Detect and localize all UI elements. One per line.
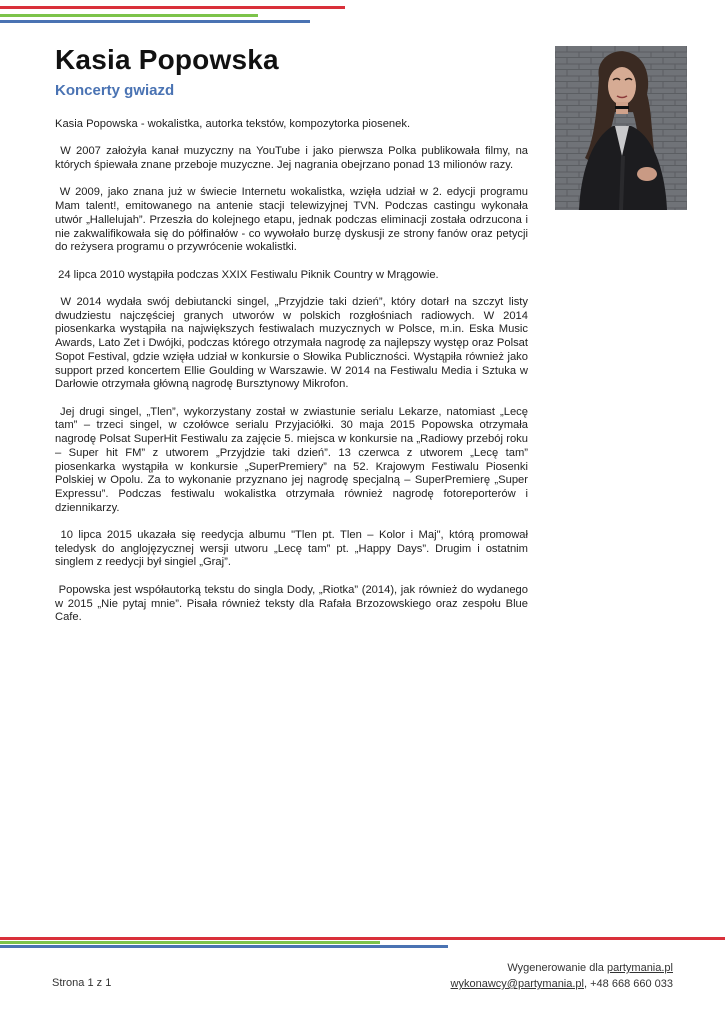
artist-photo [555, 46, 687, 210]
artist-photo-icon [555, 46, 687, 210]
page-number: Strona 1 z 1 [52, 977, 112, 989]
contact-line [451, 976, 673, 992]
biography-paragraph: Kasia Popowska - wokalistka, autorka tekstów, kompozytorka piosenek. [55, 118, 411, 130]
bottom-stripe-green [0, 941, 380, 944]
biography-paragraph: 24 lipca 2010 wystąpiła podczas XXIX Festiwalu Piknik Country w Mrągowie. [55, 268, 439, 281]
biography-paragraph: Popowska jest współautorką tekstu do singla Dody, „Riotka” (2014), jak również do wydanego w 2015 „Nie pytaj mnie”. Pisała również teksty dla Rafała Brzozowskiego oraz zespołu Blue Cafe. [55, 583, 532, 624]
email-link[interactable]: wykonawcy@partymania.pl [450, 978, 584, 990]
biography-paragraph: Jej drugi singel, „Tlen”, wykorzystany został w zwiastunie serialu Lekarze, natomiast „Lecę tam” – trzeci singel, w czołówce serialu Przyjaciółki. 30 maja 2015 Popowska otrzymała nagrodę Polsat SuperHit Festiwalu za zajęcie 5. miejsca w konkursie na „Radiowy przebój roku – Super hit FM” z utworem „Przyjdzie taki dzień”. 13 czerwca z utworem „Lecę tam” piosenkarka wystąpiła w konkursie „SuperPremiery” na 52. Krajowym Festiwalu Piosenki Polskiej w Opolu. Za to wykonanie przyznano jej nagrodę specjalną – SuperPremierę „Super Expressu”. Podczas festiwalu wokalistka otrzymała również nagrodę fotoreporterów i dziennikarzy. [55, 405, 532, 514]
top-stripe-red [0, 6, 345, 9]
top-stripe-green [0, 14, 258, 17]
biography-paragraph: W 2014 wydała swój debiutancki singel, „Przyjdzie taki dzień”, który dotarł na szczyt listy dwudziestu najczęściej granych utworów w polskich rozgłośniach radiowych. W 2014 piosenkarka wystąpiła na największych festiwalach muzycznych w Polsce, m.in. Eska Music Awards, Lato Zet i Dwójki, podczas którego otrzymała nagrodę za najlepszy występ oraz Polsat Sopot Festival, gdzie wzięła udział w konkursie o Słowika Publiczności. Wystąpiła również jako support przed koncertem Ellie Goulding w Warszawie. W 2014 na Festiwalu Media i Sztuka w Darłowie otrzymała główną nagrodę Bursztynowy Mikrofon. [55, 296, 532, 391]
biography-paragraph: 10 lipca 2015 ukazała się reedycja albumu "Tlen pt. Tlen – Kolor i Maj", którą promował teledysk do anglojęzycznej wersji utworu „Lecę tam” pt. „Happy Days”. Drugim i ostatnim singlem z reedycji był singiel „Graj”. [55, 529, 532, 569]
page-subtitle: Koncerty gwiazd [55, 82, 175, 99]
phone-number: , +48 668 660 033 [584, 978, 673, 990]
partymania-link[interactable]: partymania.pl [606, 962, 673, 974]
biography-paragraph: W 2009, jako znana już w świecie Internetu wokalistka, wzięła udział w 2. edycji programu Mam talent!, emitowanego na antenie stacji telewizyjnej TVN. Podczas castingu wykonała utwór „Hallelujah”. Przeszła do kolejnego etapu, jednak podczas eliminacji została odrzucona i nie zakwalifikowała się do półfinałów - co wywołało burzę dyskusji ze strony fanów oraz petycji do reżysera programu o przywrócenie wokalistki. [55, 186, 532, 254]
generated-line [451, 960, 673, 976]
biography-paragraph: W 2007 założyła kanał muzyczny na YouTube i jako pierwsza Polka publikowała filmy, na których śpiewała znane przeboje muzyczne. Jej nagrania obejrzano ponad 13 milionów razy. [55, 145, 532, 172]
bottom-stripe-red [0, 937, 725, 940]
biography-text [55, 118, 532, 639]
page-title: Kasia Popowska [55, 44, 279, 75]
generated-prefix: Wygenerowanie dla [507, 962, 607, 974]
top-stripe-blue [0, 20, 310, 23]
bottom-stripe-blue [0, 945, 448, 948]
footer-contact [451, 960, 673, 992]
